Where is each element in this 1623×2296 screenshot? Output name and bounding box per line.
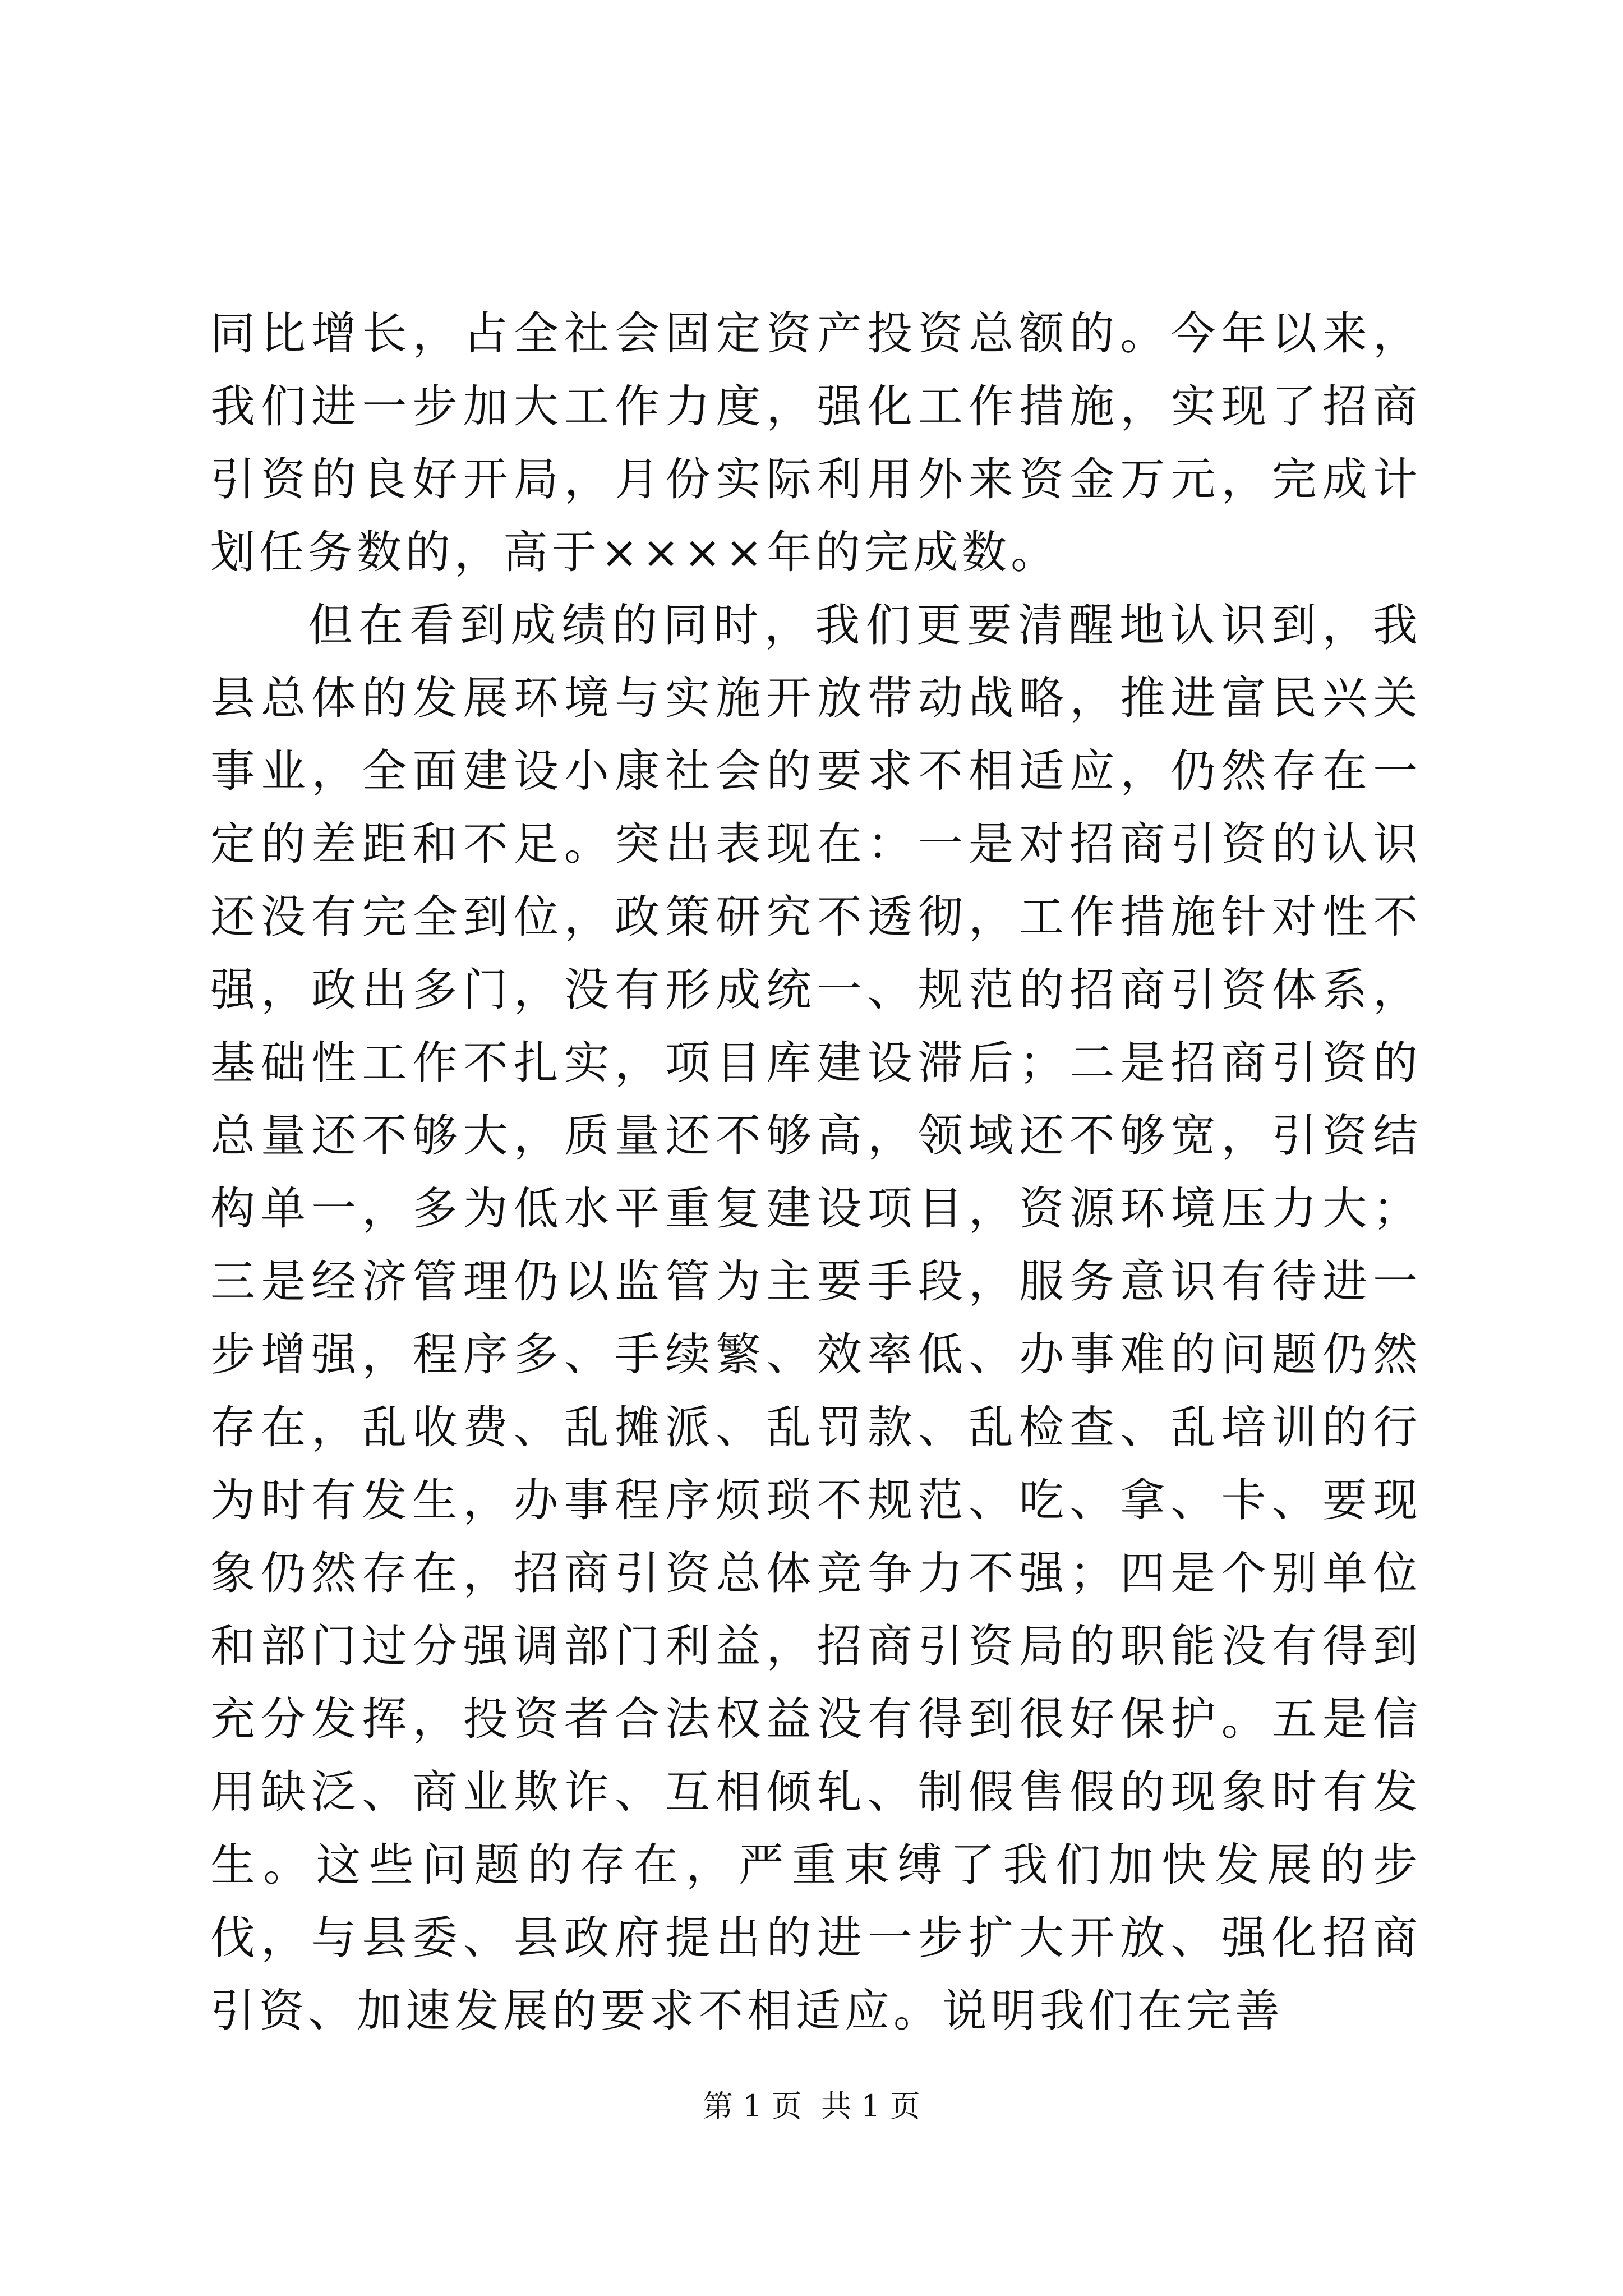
document-body (210, 297, 1422, 2047)
paragraph-2: 但在看到成绩的同时，我们更要清醒地认识到，我县总体的发展环境与实施开放带动战略，推进富民兴关事业，全面建设小康社会的要求不相适应，仍然存在一定的差距和不足。突出表现在：一是对招商引资的认识还没有完全到位，政策研究不透彻，工作措施针对性不强，政出多门，没有形成统一、规范的招商引资体系，基础性工作不扎实，项目库建设滞后；二是招商引资的总量还不够大，质量还不够高，领域还不够宽，引资结构单一，多为低水平重复建设项目，资源环境压力大；三是经济管理仍以监管为主要手段，服务意识有待进一步增强，程序多、手续繁、效率低、办事难的问题仍然存在，乱收费、乱摊派、乱罚款、乱检查、乱培训的行为时有发生，办事程序烦琐不规范、吃、拿、卡、要现象仍然存在，招商引资总体竞争力不强；四是个别单位和部门过分强调部门利益，招商引资局的职能没有得到充分发挥，投资者合法权益没有得到很好保护。五是信用缺泛、商业欺诈、互相倾轧、制假售假的现象时有发生。这些问题的存在，严重束缚了我们加快发展的步伐，与县委、县政府提出的进一步扩大开放、强化招商引资、加速发展的要求不相适应。说明我们在完善 (210, 599, 1422, 2037)
page-number-label: 第 1 页 共 1 页 (703, 2088, 920, 2124)
page-footer (0, 2087, 1623, 2126)
paragraph-1: 同比增长，占全社会固定资产投资总额的。今年以来，我们进一步加大工作力度，强化工作措施，实现了招商引资的良好开局，月份实际利用外来资金万元，完成计划任务数的，高于××××年的完成数。 (210, 307, 1422, 578)
